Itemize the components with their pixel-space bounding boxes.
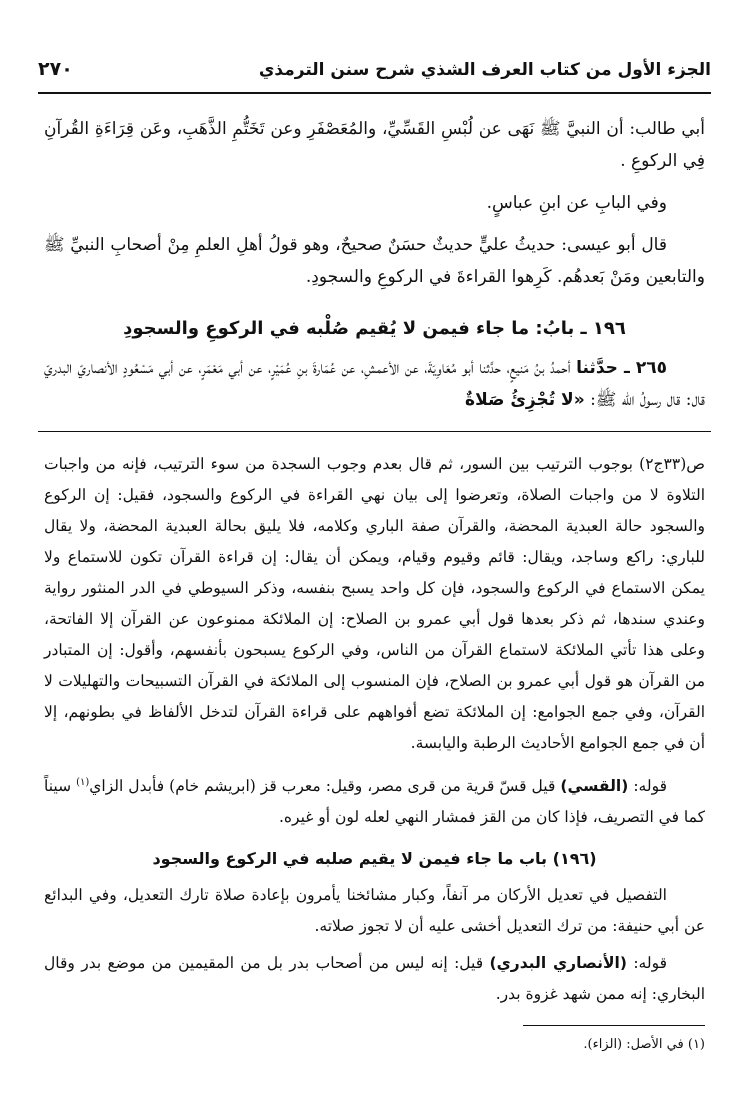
running-title: الجزء الأول من كتاب العرف الشذي شرح سنن الترمذي — [258, 60, 711, 80]
chapter-heading: ١٩٦ ـ بابُ: ما جاء فيمن لا يُقيم صُلْبه في الركوعِ والسجودِ — [123, 318, 626, 339]
hadith-text: أحمدُ بنُ مَنيعٍ، حدَّثنا أبو مُعَاوِيَةَ، عن الأعمشِ، عن عُمَارةَ بنِ عُمَيْرٍ، عن أبي مَعْمَرٍ، عن أبي مَسْعُودٍ الأنصاريّ البدريّ قال: قال رسولُ الله ﷺ: — [44, 358, 705, 410]
hadith-quote: «لا تُجْزِئُ صَلاةٌ — [465, 390, 585, 410]
text-divider — [38, 431, 711, 432]
commentary-term: (القسي) — [560, 777, 629, 795]
commentary-lead: قوله: — [633, 777, 667, 795]
main-text — [44, 113, 705, 293]
commentary-paragraph-3: التفصيل في تعديل الأركان مر آنفاً، وكبار مشائخنا يأمرون بإعادة صلاة تارك التعديل، وفي البدائع عن أبي حنيفة: من ترك التعديل أخشى عليه أن لا تجوز صلاته. — [44, 886, 705, 935]
commentary-paragraph-4 — [44, 948, 705, 1010]
page-number: ٢٧٠ — [38, 58, 73, 80]
page-header — [38, 52, 711, 94]
hadith-paragraph — [44, 352, 705, 416]
commentary-paragraph-1: ص(٣٣ج٢) بوجوب الترتيب بين السور، ثم قال بعدم وجوب السجدة من سوء الترتيب، فإنه من واجبات التلاوة لا من واجبات الصلاة، وتعرضوا إلى بيان نهي القراءة في الركوع والسجود، فقيل: إن الركوع والسجود حالة العبدية المحضة، والقرآن صفة الباري وكلامه، فلا يليق بحالة العبدية المحضة، ولا يقال للباري: راكع وساجد، ويقال: قائم وقيوم وقيام، ويمكن أن يقال: إن قراءة القرآن تكون للاستماع ولا يمكن الاستماع في الركوع والسجود، فإن كل واحد يسبح بنفسه، وذكر السيوطي في الدر المنثور رواية وعندي سندها، ثم ذكر بعدها قول أبي عمرو بن الصلاح: إن الملائكة ممنوعون عن القرآن إلا الفاتحة، وعلى هذا تأتي الملائكة لاستماع القرآن من الناس، وفي الركوع يسبحون بأنفسهم، وأقول: إن المتبادر من القرآن هو قول أبي عمرو بن الصلاح، فإن المنسوب إلى الملائكة في القرآن التسبيحات والتهليلات لا القرآن، وفي جمع الجوامع: إن الملائكة تضع أفواههم على قراءة القرآن لتدخل الألفاظ في بطونهم، إلا أن في جمع الجوامع الأحاديث الرطبة واليابسة. — [44, 455, 705, 752]
main-paragraph-3: قال أبو عيسى: حديثُ عليٍّ حديثٌ حسَنٌ صحيحٌ، وهو قولُ أهلِ العلمِ مِنْ أصحابِ النبيِّ ﷺ والتابعين ومَنْ بَعدهُم. كَرِهوا القراءةَ في الركوعِ والسجودِ. — [44, 235, 705, 287]
commentary-heading: (١٩٦) باب ما جاء فيمن لا يقيم صلبه في الركوع والسجود — [152, 849, 597, 868]
commentary-text: قيل قسّ قرية من قرى مصر، وقيل: معرب قز (ابريشم خام) فأبدل الزاي — [89, 777, 556, 795]
footnote-divider — [523, 1025, 705, 1026]
commentary-text: قيل: إنه ليس من أصحاب بدر بل من المقيمين من موضع بدر وقال البخاري: إنه ممن شهد غزوة بدر. — [44, 954, 705, 1003]
commentary-text-rest: سيناً كما في التصريف، فإذا كان من القز فمشار النهي لعله لون أو غيره. — [44, 777, 705, 826]
commentary-term: (الأنصاري البدري) — [489, 954, 627, 972]
footnote: (١) في الأصل: (الزاء). — [583, 1037, 705, 1052]
footnote-reference: (١) — [76, 776, 90, 788]
commentary-lead: قوله: — [633, 954, 667, 972]
commentary-block — [44, 449, 705, 1010]
hadith-block — [44, 352, 705, 416]
hadith-label: ٢٦٥ ـ حدَّثنا — [576, 358, 667, 378]
main-paragraph-1: أبي طالب: أن النبيَّ ﷺ نَهَى عن لُبْسِ القَسِّيِّ، والمُعَصْفَرِ وعن تَخَتُّمِ الذَّهَبِ، وعَن قِرَاءَةِ القُرآنِ فِي الركوعِ . — [44, 119, 705, 171]
main-paragraph-2: وفي البابِ عن ابنِ عباسٍ. — [486, 193, 667, 213]
commentary-paragraph-2 — [44, 771, 705, 833]
